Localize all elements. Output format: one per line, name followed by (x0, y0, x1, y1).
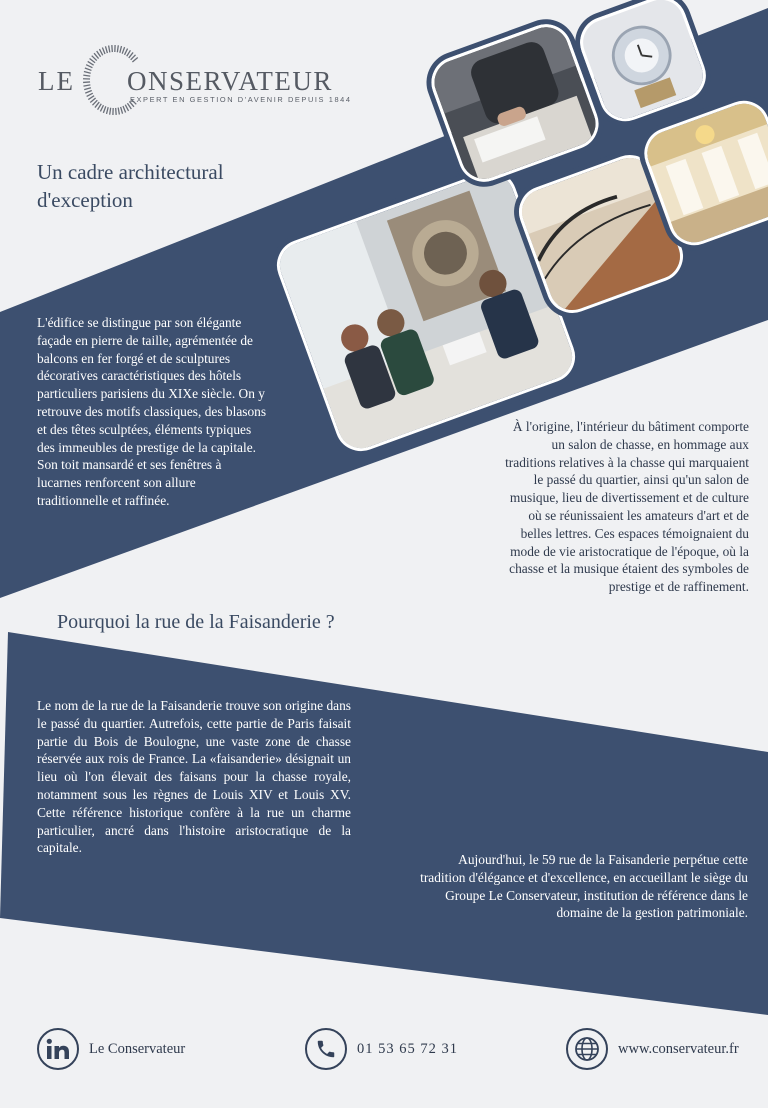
footer-website[interactable] (566, 1028, 739, 1070)
section-title-faisanderie: Pourquoi la rue de la Faisanderie ? (57, 611, 335, 633)
website-link: www.conservateur.fr (618, 1040, 739, 1057)
section-title-architecture: Un cadre architectural d'exception (37, 160, 224, 212)
paragraph-facade: L'édifice se distingue par son élégante façade en pierre de taille, agrémentée de balcons en fer forgé et de sculptures décoratives caractéristiques des hôtels particuliers parisiens du XIXe siècle. On y retrouve des motifs classiques, des blasons et des têtes sculptées, éléments typiques des immeubles de prestige de la capitale. Son toit mansardé et ses fenêtres à lucarnes renforcent son allure traditionnelle et raffinée. (37, 315, 267, 508)
footer-linkedin[interactable] (37, 1028, 185, 1070)
footer-phone[interactable] (305, 1028, 458, 1070)
logo-name: ONSERVATEUR (127, 66, 333, 96)
globe-icon (566, 1028, 608, 1070)
paragraph-today: Aujourd'hui, le 59 rue de la Faisanderie perpétue cette tradition d'élégance et d'excellence, en accueillant le siège du Groupe Le Conservateur, institution de référence dans le domaine de la gestion patrimoniale. (420, 852, 748, 921)
paragraph-street-name: Le nom de la rue de la Faisanderie trouve son origine dans le passé du quartier. Autrefois, cette partie de Paris faisait partie du Bois de Boulogne, une vaste zone de chasse réservée aux rois de France. La «faisanderie» désignait un lieu où l'on élevait des faisans pour la chasse royale, notamment sous les règnes de Louis XIV et Louis XV. Cette référence historique confère à la rue un charme particulier, ancré dans l'histoire aristocratique de la capitale. (37, 698, 351, 856)
phone-icon (305, 1028, 347, 1070)
linkedin-label: Le Conservateur (89, 1040, 186, 1057)
linkedin-icon (37, 1028, 79, 1070)
paragraph-interior: À l'origine, l'intérieur du bâtiment comporte un salon de chasse, en hommage aux traditions relatives à la chasse qui marquaient le passé du quartier, ainsi qu'un salon de musique, lieu de divertissement et de culture où se réunissaient les amateurs d'art et de belles lettres. Ces espaces témoignaient du mode de vie aristocratique de l'époque, où la chasse et la musique étaient des symboles de prestige et de raffinement. (505, 419, 749, 595)
phone-number: 01 53 65 72 31 (357, 1040, 458, 1057)
logo-tagline: EXPERT EN GESTION D'AVENIR DEPUIS 1844 (130, 95, 352, 104)
logo-le: LE (38, 66, 75, 96)
